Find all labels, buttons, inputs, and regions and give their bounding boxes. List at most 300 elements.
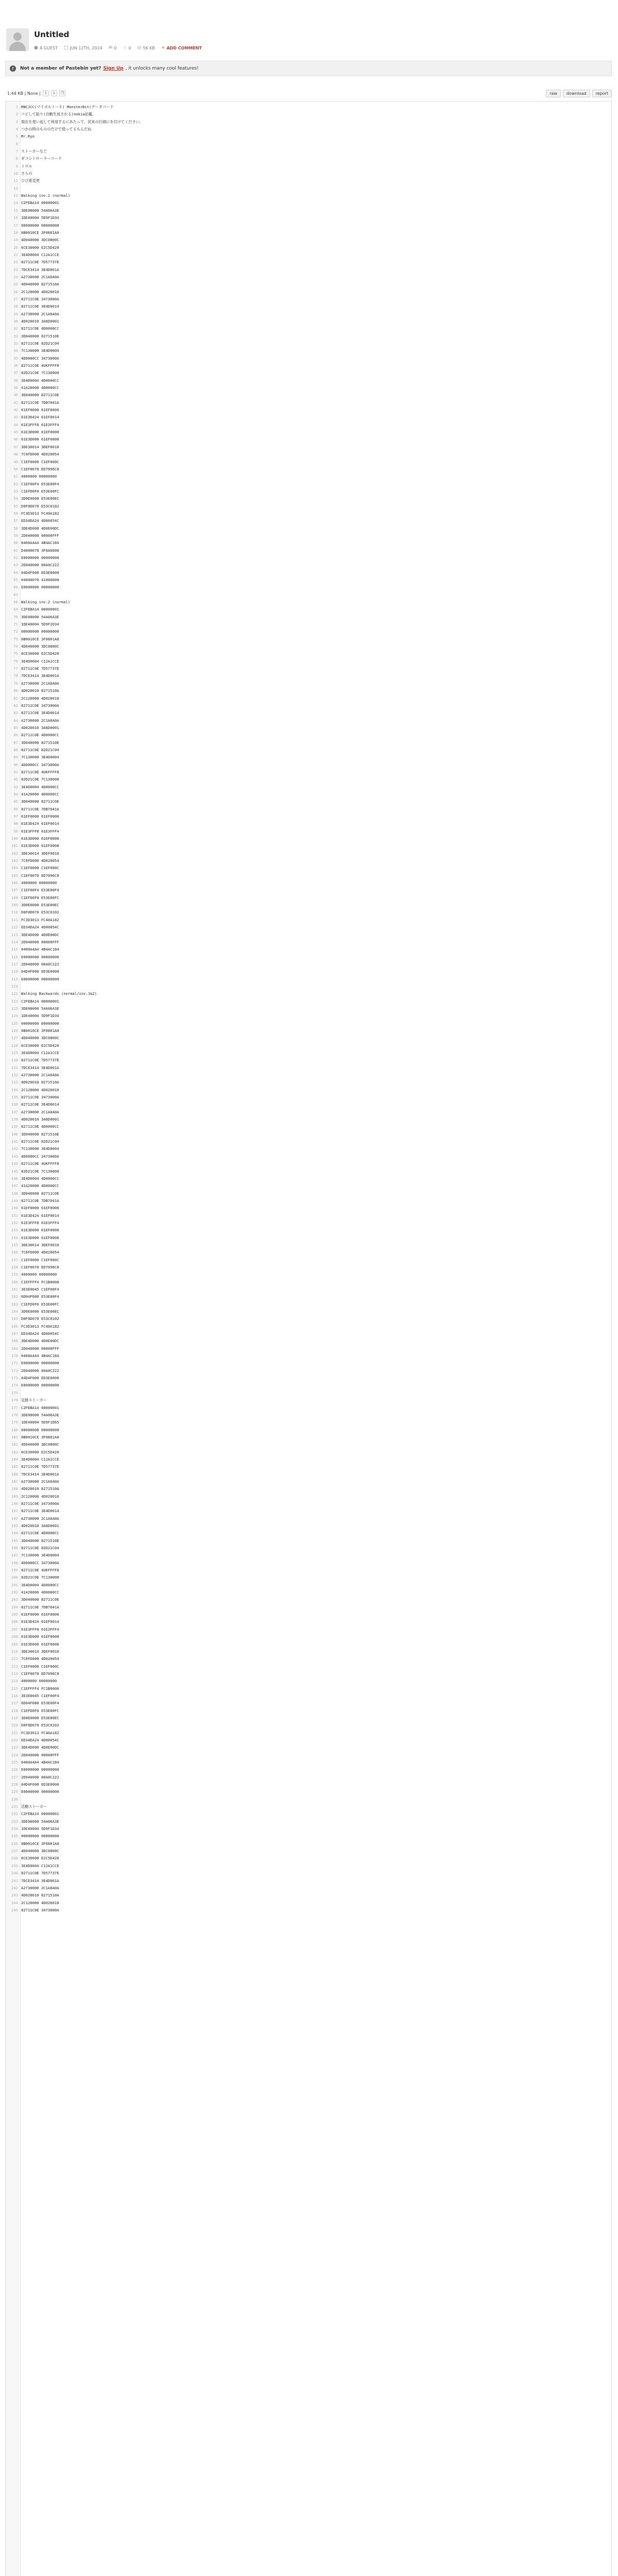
code-line: [6, 739, 611, 747]
line-number: 69: [13, 607, 18, 612]
code-line-text: A2730000 2C1A0A0A: [21, 1073, 59, 1078]
line-number: 34: [13, 348, 18, 353]
line-number: 107: [11, 888, 18, 893]
code-line: [6, 222, 611, 229]
line-number: 28: [13, 304, 18, 309]
line-number: 168: [11, 1338, 18, 1344]
line-number: 146: [11, 1176, 18, 1181]
code-line: [6, 199, 611, 207]
code-line: [6, 1752, 611, 1759]
line-number: 75: [13, 651, 18, 656]
code-line: [6, 1855, 611, 1862]
code-line-text: C1EFD0F0 E53E00FC: [21, 895, 59, 900]
code-line-text: 82711C0E 7DB7041A: [21, 400, 59, 405]
line-number: 120: [11, 984, 18, 989]
code-line: [6, 1552, 611, 1559]
line-number: 29: [13, 311, 18, 316]
line-number: 104: [11, 866, 18, 871]
line-number: 62: [13, 555, 18, 560]
line-number: 131: [11, 1065, 18, 1070]
code-line: [6, 584, 611, 591]
line-number: 163: [11, 1301, 18, 1307]
code-line-text: C1EFFFF4 FC1B0000: [21, 1686, 59, 1691]
meta-user[interactable]: [34, 46, 58, 50]
line-number: 238: [11, 1856, 18, 1861]
code-line-text: 82711C0E 3E4D0014: [21, 1102, 59, 1107]
line-number: 22: [13, 260, 18, 265]
code-line: [6, 1648, 611, 1655]
code-line: [6, 1737, 611, 1744]
code-line: [6, 1389, 611, 1397]
line-number: 188: [11, 1486, 18, 1492]
code-line-text: 4D040000 3DC0800C: [21, 1442, 59, 1447]
code-line: [6, 1567, 611, 1574]
line-number: 191: [11, 1509, 18, 1514]
line-number: 54: [13, 496, 18, 501]
code-line-text: 61E3D000 61EF0000: [21, 1634, 59, 1639]
code-line-text: 2D040000 00A0C222: [21, 1368, 59, 1373]
line-number: 232: [11, 1811, 18, 1817]
code-line-text: 4D0000CC 3473000A: [21, 1154, 59, 1159]
code-line-text: 2D040000 00000FFF: [21, 1346, 59, 1351]
line-number: 48: [13, 452, 18, 457]
code-line: [6, 1825, 611, 1833]
code-line-text: コピして貼り(自動生成される)nokia記載。: [21, 112, 96, 117]
meta-date: [64, 46, 102, 50]
code-line-text: 6CE30000 E2C5D420: [21, 1449, 59, 1454]
code-line-text: 0400A4A4 4B4AC184: [21, 540, 59, 546]
code-line-text: 2D040000 00000FFF: [21, 533, 59, 538]
code-line-text: 4D0000CC 3473000A: [21, 1560, 59, 1565]
code-line: [6, 133, 611, 140]
code-line-text: トロル: [21, 163, 32, 168]
line-number: 126: [11, 1028, 18, 1033]
code-line: [6, 1212, 611, 1219]
code-line-text: D0F0D070 E53C0102: [21, 503, 59, 509]
code-line: [6, 835, 611, 842]
code-line-text: E0000000 00000000: [21, 585, 59, 590]
code-line: [6, 1234, 611, 1242]
code-line-text: 0400A4A4 4B4AC184: [21, 947, 59, 952]
code-line: [6, 192, 611, 199]
meta-views-label: 56 KB: [143, 45, 155, 50]
code-line-text: E0000000 00000000: [21, 976, 59, 981]
code-line-text: 7C130000 3E4D0004: [21, 755, 59, 760]
code-line: [6, 488, 611, 495]
code-line-text: 41A20000 4D0000CC: [21, 1183, 59, 1189]
line-number: 44: [13, 422, 18, 427]
code-line: [6, 1337, 611, 1345]
code-line: [6, 1611, 611, 1618]
line-number: 171: [11, 1361, 18, 1366]
line-number: 133: [11, 1080, 18, 1085]
code-line-text: 4000000 00000000: [21, 1679, 57, 1684]
line-number: 167: [11, 1331, 18, 1336]
meta-views: [138, 46, 155, 50]
code-line: [6, 1094, 611, 1101]
code-line: [6, 931, 611, 939]
line-number: 162: [11, 1294, 18, 1299]
code-line-text: D0F0D070 E53C0102: [21, 1316, 59, 1321]
code-line-text: C1EF0000 C1EF000C: [21, 866, 59, 871]
code-line-text: 4D040000 3DC0800C: [21, 644, 59, 649]
line-number: 152: [11, 1220, 18, 1225]
page-title: Untitled: [34, 30, 70, 39]
code-line-text: E0000000 00000000: [21, 954, 59, 959]
line-number: 43: [13, 415, 18, 420]
code-line-text: 4D020010 8271510A: [21, 688, 59, 693]
code-line-text: 2C120000 4D020010: [21, 1900, 59, 1905]
code-line: [6, 369, 611, 377]
code-line-text: ED34DA24 4D00054C: [21, 1737, 59, 1742]
code-line: [6, 828, 611, 835]
code-line: [6, 289, 611, 296]
code-line-text: 2D040000 00A0C222: [21, 1774, 59, 1780]
code-line-text: ひび東変更: [21, 178, 40, 183]
line-number: 111: [11, 917, 18, 922]
line-number: 182: [11, 1442, 18, 1447]
code-line-text: 7C6FD000 4D020054: [21, 452, 59, 457]
line-number: 202: [11, 1590, 18, 1595]
code-line-text: 4000000 00000000: [21, 880, 57, 886]
line-number: 201: [11, 1582, 18, 1587]
line-number: 103: [11, 858, 18, 863]
line-number: 190: [11, 1501, 18, 1506]
code-line-text: 82D21C0E 7C130000: [21, 777, 59, 782]
code-line: [6, 525, 611, 532]
code-line-text: 0400A4A4 4B4AC184: [21, 1760, 59, 1765]
line-number: 124: [11, 1013, 18, 1019]
line-number: 101: [11, 843, 18, 849]
code-line-text: 3E4D0004 4D0000CC: [21, 378, 59, 383]
code-line: [6, 1781, 611, 1788]
code-line-text: FC3D3013 FC40A182: [21, 1730, 59, 1735]
code-line-text: 82711C0E 4UKFFFF8: [21, 363, 59, 368]
code-line-text: 82711C0E 82D21C04: [21, 1139, 59, 1144]
line-number: 71: [13, 622, 18, 627]
code-line-text: 3DE08000 54A06A3E: [21, 1006, 59, 1011]
code-line-text: C1EF0000 C1EF000C: [21, 1664, 59, 1669]
notice-lead: Not a member of Pastebin yet?: [20, 66, 101, 71]
code-line: [6, 148, 611, 155]
code-line: [6, 214, 611, 222]
code-line: [6, 1153, 611, 1160]
line-number: 35: [13, 355, 18, 361]
line-number: 173: [11, 1376, 18, 1381]
code-line: [6, 1441, 611, 1448]
line-number: 228: [11, 1782, 18, 1787]
line-number: 225: [11, 1760, 18, 1765]
code-line-text: 82711C0E 3473000A: [21, 296, 59, 301]
report-button[interactable]: report: [592, 90, 612, 97]
code-line: [6, 1160, 611, 1167]
line-number: 170: [11, 1353, 18, 1359]
code-line: [6, 1478, 611, 1485]
line-number: 235: [11, 1834, 18, 1839]
code-line-text: 04D4F000 ED3E0000: [21, 1376, 59, 1381]
code-line-text: 4D020010 3A6D0001: [21, 1523, 59, 1528]
line-number: 117: [11, 961, 18, 967]
code-line: [6, 1005, 611, 1012]
line-number: 37: [13, 370, 18, 376]
code-line-text: 4D020010 3A6D0001: [21, 318, 59, 324]
code-line: [6, 274, 611, 281]
code-line: [6, 909, 611, 916]
code-line-text: 1DE40004 5D9F1D65: [21, 1420, 59, 1425]
code-line-text: 6CE30000 E2C5D420: [21, 651, 59, 656]
code-line: [6, 761, 611, 769]
code-line-text: C1EFFFF4 FC1B0000: [21, 1279, 59, 1284]
code-line: [6, 1035, 611, 1042]
code-line: [6, 207, 611, 214]
code-line-text: 3DE4D000 4D0E00DC: [21, 932, 59, 937]
code-line-text: 3D0E0000 E53E00EC: [21, 1309, 59, 1314]
line-number: 245: [11, 1907, 18, 1912]
line-number: 39: [13, 385, 18, 391]
code-line: [6, 1877, 611, 1885]
code-line-text: 足跡ストーカー: [21, 1398, 47, 1403]
line-number: 116: [11, 954, 18, 959]
line-number: 114: [11, 939, 18, 944]
line-number: 109: [11, 903, 18, 908]
code-line: [6, 1840, 611, 1848]
code-line: [6, 1870, 611, 1877]
code-line: [6, 510, 611, 517]
code-line-text: 82711C0E 4UKFFFF8: [21, 1161, 59, 1166]
code-line: [6, 1197, 611, 1205]
line-number: 165: [11, 1316, 18, 1321]
code-line: [6, 1360, 611, 1367]
line-number: 242: [11, 1885, 18, 1890]
code-line-text: 0B0010CE 3F0801A0: [21, 1841, 59, 1846]
line-number: 177: [11, 1405, 18, 1410]
code-line: [6, 1633, 611, 1640]
code-line-text: 3D0E0000 E53E00EC: [21, 903, 59, 908]
meta-comments-label: 0: [114, 45, 117, 50]
line-number: 81: [13, 696, 18, 701]
code-line: [6, 569, 611, 577]
code-line: [6, 1818, 611, 1825]
code-line: [6, 1434, 611, 1441]
line-number: 147: [11, 1183, 18, 1189]
line-number: 184: [11, 1456, 18, 1462]
code-line-text: 82711C0E 3473000A: [21, 703, 59, 708]
code-line-text: 61E3D000 61EF0000: [21, 836, 59, 841]
code-line: [6, 1722, 611, 1729]
line-number: 196: [11, 1546, 18, 1551]
line-number: 215: [11, 1686, 18, 1691]
line-number: 142: [11, 1146, 18, 1151]
line-number: 179: [11, 1420, 18, 1425]
code-line: [6, 672, 611, 680]
line-number: 63: [13, 563, 18, 568]
line-number: 46: [13, 437, 18, 442]
line-number: 172: [11, 1368, 18, 1373]
line-number: 76: [13, 658, 18, 664]
code-line: [6, 924, 611, 931]
code-line: [6, 1345, 611, 1352]
code-line: [6, 1175, 611, 1182]
like-icon[interactable]: ⇧: [43, 90, 49, 96]
code-line-text: C1EF0000 C1EF000C: [21, 459, 59, 464]
code-line-text: 4D020010 8271510A: [21, 1893, 59, 1898]
code-line-text: Walking inv.2 (normal): [21, 600, 71, 605]
code-line: [6, 1715, 611, 1722]
code-line-text: 0400A4A4 4B4AC184: [21, 1353, 59, 1359]
code-line: [6, 1560, 611, 1567]
code-line-text: C1EF0070 ED7096C8: [21, 1264, 59, 1269]
code-line-text: 61E3D000 61EF0000: [21, 430, 59, 435]
line-number: 244: [11, 1900, 18, 1905]
line-number: 55: [13, 503, 18, 509]
line-number: 90: [13, 762, 18, 767]
line-number: 93: [13, 784, 18, 789]
code-line-text: C2FEBA14 00000001: [21, 200, 59, 206]
code-line: [6, 798, 611, 805]
code-line-text: 3DE08000 54A06A3E: [21, 1412, 59, 1417]
code-line-text: 3D040000 8271510E: [21, 740, 59, 745]
code-line: [6, 769, 611, 776]
code-line-text: 活動ストーカー: [21, 1804, 47, 1809]
user-icon: ●: [34, 45, 38, 50]
line-number: 236: [11, 1841, 18, 1846]
line-number: 87: [13, 740, 18, 745]
code-line: [6, 539, 611, 547]
code-line-text: 7DCE3414 3E4D001A: [21, 1471, 59, 1477]
code-line: [6, 591, 611, 599]
code-panel: [5, 101, 612, 2576]
code-line-text: 61E3D000 61EF0000: [21, 1228, 59, 1233]
code-line: [6, 702, 611, 709]
code-line-text: 82711C0E 3E4D0014: [21, 710, 59, 716]
line-number: 53: [13, 488, 18, 494]
code-line-text: 2D040000 00000FFF: [21, 1752, 59, 1757]
code-line: [6, 1049, 611, 1057]
code-line: [6, 236, 611, 244]
line-number: 26: [13, 289, 18, 294]
code-line-text: 82D21C0E 7C130000: [21, 1168, 59, 1174]
code-line-text: 61E3FFF8 61E3FFF4: [21, 828, 59, 834]
code-line: [6, 1219, 611, 1227]
line-number: 234: [11, 1826, 18, 1832]
code-line-text: 2C120000 4D020010: [21, 696, 59, 701]
code-line-text: 82D21C0E 7C130000: [21, 1575, 59, 1580]
code-line-text: C2FEBA14 00000001: [21, 1405, 59, 1410]
code-line-text: 82711C0E 4D0000CC: [21, 733, 59, 738]
code-line: [6, 1308, 611, 1315]
code-line: [6, 894, 611, 902]
line-number: 123: [11, 1006, 18, 1011]
line-number: 221: [11, 1730, 18, 1735]
code-line-text: 61E3FFF8 61E3FFF4: [21, 1626, 59, 1632]
line-number: 1: [15, 105, 18, 109]
meta-stars[interactable]: [123, 46, 131, 50]
code-line: [6, 1685, 611, 1692]
line-number: 51: [13, 474, 18, 479]
line-number: 86: [13, 733, 18, 738]
line-number: 92: [13, 777, 18, 782]
code-line: [6, 473, 611, 480]
code-line: [6, 1803, 611, 1810]
code-line: [6, 444, 611, 451]
line-number: 192: [11, 1516, 18, 1521]
paste-toolbar: [5, 89, 612, 99]
line-number: 161: [11, 1287, 18, 1292]
code-line-text: 3D040000 82711C0E: [21, 393, 59, 398]
code-line-text: 7C6FD000 4D020054: [21, 1250, 59, 1255]
code-line-text: 3D040000 8271510E: [21, 1131, 59, 1137]
add-comment-link[interactable]: [161, 46, 202, 50]
code-line: [6, 1227, 611, 1234]
code-line-text: FC3D3013 FC40A182: [21, 917, 59, 922]
line-number: 58: [13, 526, 18, 531]
line-number: 97: [13, 814, 18, 819]
line-number: 125: [11, 1021, 18, 1026]
code-line: [6, 1796, 611, 1803]
code-line: [6, 495, 611, 502]
signup-link[interactable]: Sign Up: [103, 66, 124, 71]
code-line-text: 0B0010CE 3F0801A0: [21, 1434, 59, 1439]
line-number: 205: [11, 1612, 18, 1617]
meta-comments[interactable]: [109, 46, 117, 50]
code-line-text: 82711C0E 3473000A: [21, 1095, 59, 1100]
code-line-text: 82711C0E 82D21C04: [21, 747, 59, 752]
line-number: 60: [13, 540, 18, 546]
code-line-text: E0000000 00000000: [21, 1383, 59, 1388]
line-number: 74: [13, 644, 18, 649]
code-line: [6, 1412, 611, 1419]
code-line-text: 41A20000 4D0000CC: [21, 385, 59, 391]
download-button[interactable]: download: [563, 90, 590, 97]
code-line-text: 04D4F000 ED3E0000: [21, 570, 59, 575]
line-number: 45: [13, 430, 18, 435]
line-number: 138: [11, 1117, 18, 1122]
code-line: [6, 1131, 611, 1138]
copy-icon[interactable]: ❐: [59, 90, 65, 96]
code-line: [6, 318, 611, 325]
line-number: 77: [13, 666, 18, 671]
line-number: 80: [13, 688, 18, 693]
raw-button[interactable]: raw: [546, 90, 561, 97]
code-line-text: 82711C0E 4UKFFFF8: [21, 769, 59, 774]
code-line-text: 04D4F000 ED3E0000: [21, 1782, 59, 1787]
code-line: [6, 754, 611, 761]
line-number: 203: [11, 1597, 18, 1602]
code-line-text: 4000000 00000000: [21, 1272, 57, 1277]
code-line: [6, 961, 611, 968]
line-number: 141: [11, 1139, 18, 1144]
notice-rest: , it unlocks many cool features!: [125, 66, 199, 71]
code-line: [6, 724, 611, 732]
line-number: 128: [11, 1043, 18, 1048]
code-line: [6, 1596, 611, 1603]
line-number: 49: [13, 459, 18, 464]
code-line-text: 61E3FFF8 61E3FFF4: [21, 1220, 59, 1225]
code-line-text: 7DCE3414 3E4D001A: [21, 267, 59, 272]
dislike-icon[interactable]: ⇩: [51, 90, 57, 96]
line-number: 3: [15, 119, 18, 124]
code-line-text: 61EF0000 61EF0000: [21, 1206, 59, 1211]
code-line-text: 3DE08000 54A06A3E: [21, 614, 59, 619]
line-number: 243: [11, 1893, 18, 1898]
code-line: [6, 118, 611, 126]
code-line: [6, 643, 611, 650]
line-number: 148: [11, 1191, 18, 1196]
code-line-text: 3D040000 82711C0E: [21, 1597, 59, 1602]
code-line: [6, 1315, 611, 1323]
code-line: [6, 1293, 611, 1300]
code-line-text: 00000000 00000000: [21, 1021, 59, 1026]
